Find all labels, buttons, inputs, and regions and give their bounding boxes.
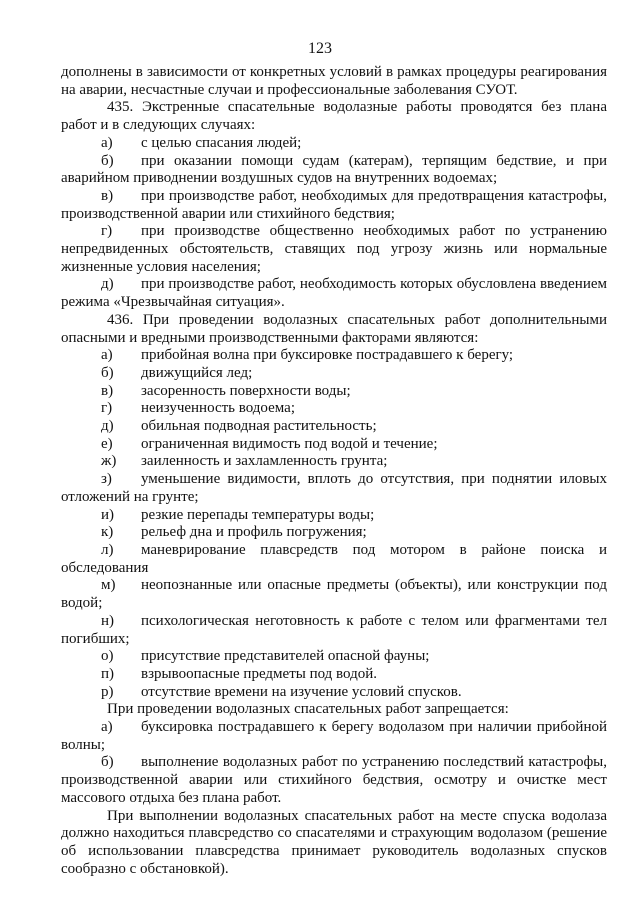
list-item	[61, 542, 607, 577]
paragraph: При проведении водолазных спасательных работ запрещается:	[107, 701, 509, 718]
list-item-letter: п)	[101, 665, 115, 682]
list-item	[61, 471, 607, 506]
list-item	[61, 613, 607, 648]
list-item-text: уменьшение видимости, вплоть до отсутствия, при поднятии иловых отложений на грунте;	[61, 471, 607, 505]
page-number: 123	[308, 40, 332, 57]
list-item-letter: б)	[101, 754, 114, 771]
list-item-text: при производстве общественно необходимых работ по устранению непредвиденных обстоятельств, ставящих под угрозу жизнь или нормальные жизненные условия населения;	[61, 223, 607, 275]
list-item-text: отсутствие времени на изучение условий спусков.	[141, 683, 462, 700]
list-item	[61, 276, 607, 311]
list-item-text: взрывоопасные предметы под водой.	[141, 665, 378, 682]
list-item-letter: г)	[101, 223, 113, 240]
document-body	[61, 64, 607, 878]
list-item	[61, 684, 607, 702]
list-item	[61, 507, 607, 525]
list-item-letter: н)	[101, 612, 115, 629]
list-item-letter: б)	[101, 152, 114, 169]
list-item-text: неизученность водоема;	[141, 400, 295, 417]
paragraph: 436. При проведении водолазных спасательных работ дополнительными опасными и вредными производственными факторами являются:	[61, 311, 607, 346]
list-item	[61, 365, 607, 383]
list-item	[61, 436, 607, 454]
list-item	[61, 577, 607, 612]
paragraph: При выполнении водолазных спасательных работ на месте спуска водолаза должно находиться плавсредство со спасателями и страхующим водолазом (решение об использовании плавсредства принимает руководитель водолазных спусков сообразно с обстановкой).	[61, 807, 607, 877]
list-item-letter: д)	[101, 276, 114, 293]
list-item-letter: г)	[101, 400, 113, 417]
paragraph-continuation: дополнены в зависимости от конкретных условий в рамках процедуры реагирования на аварии, несчастные случаи и профессиональные заболевания СУОТ.	[61, 64, 607, 98]
list-item	[61, 754, 607, 807]
list-item-text: засоренность поверхности воды;	[141, 382, 351, 399]
list-item-letter: з)	[101, 471, 112, 488]
list-item-text: прибойная волна при буксировке пострадавшего к берегу;	[141, 347, 514, 364]
list-item	[61, 383, 607, 401]
list-item-text: при производстве работ, необходимость которых обусловлена введением режима «Чрезвычайная ситуация».	[61, 276, 607, 311]
list-item-letter: о)	[101, 648, 114, 665]
list-item-text: обильная подводная растительность;	[141, 418, 377, 435]
list-item	[61, 223, 607, 276]
list-item	[61, 453, 607, 471]
list-item-text: при оказании помощи судам (катерам), терпящим бедствие, и при аварийном приводнении воздушных судов на внутренних водоемах;	[61, 152, 607, 187]
list-item-letter: и)	[101, 506, 115, 523]
list-item-text: при производстве работ, необходимых для предотвращения катастрофы, производственной аварии или стихийного бедствия;	[61, 187, 607, 222]
list-item-letter: е)	[101, 435, 113, 452]
list-item	[61, 188, 607, 223]
list-item	[61, 400, 607, 418]
list-item-letter: ж)	[101, 453, 117, 470]
list-item	[61, 524, 607, 542]
list-item-letter: б)	[101, 364, 114, 381]
list-item-letter: м)	[101, 577, 116, 594]
list-item-text: присутствие представителей опасной фауны;	[141, 648, 430, 665]
list-item-letter: а)	[101, 134, 113, 151]
list-item-text: рельеф дна и профиль погружения;	[141, 524, 367, 541]
list-item	[61, 418, 607, 436]
list-item-text: неопознанные или опасные предметы (объекты), или конструкции под водой;	[61, 577, 607, 612]
list-item-letter: в)	[101, 187, 114, 204]
list-item-letter: к)	[101, 524, 114, 541]
list-item	[61, 347, 607, 365]
list-item	[61, 719, 607, 754]
list-item-letter: а)	[101, 347, 113, 364]
paragraph: 435. Экстренные спасательные водолазные работы проводятся без плана работ и в следующих случаях:	[61, 99, 607, 134]
list-item-text: движущийся лед;	[141, 364, 253, 381]
list-item	[61, 153, 607, 188]
list-item-text: ограниченная видимость под водой и течение;	[141, 435, 438, 452]
list-item-letter: в)	[101, 382, 114, 399]
list-item-text: с целью спасания людей;	[141, 134, 302, 151]
list-item-letter: д)	[101, 418, 114, 435]
list-item-text: выполнение водолазных работ по устранению последствий катастрофы, производственной аварии или стихийного бедствия, осмотру и очистке мест массового отдыха без плана работ.	[61, 754, 607, 806]
list-item	[61, 135, 607, 153]
list-item-letter: а)	[101, 719, 113, 736]
list-item	[61, 666, 607, 684]
list-item-text: буксировка пострадавшего к берегу водолазом при наличии прибойной волны;	[61, 719, 607, 753]
list-item-text: резкие перепады температуры воды;	[141, 506, 375, 523]
list-item-letter: л)	[101, 541, 114, 558]
list-item	[61, 648, 607, 666]
list-item-letter: р)	[101, 683, 114, 700]
list-item-text: заиленность и захламленность грунта;	[141, 453, 388, 470]
list-item-text: психологическая неготовность к работе с телом или фрагментами тел погибших;	[61, 612, 607, 647]
list-item-text: маневрирование плавсредств под мотором в районе поиска и обследования	[61, 541, 607, 576]
